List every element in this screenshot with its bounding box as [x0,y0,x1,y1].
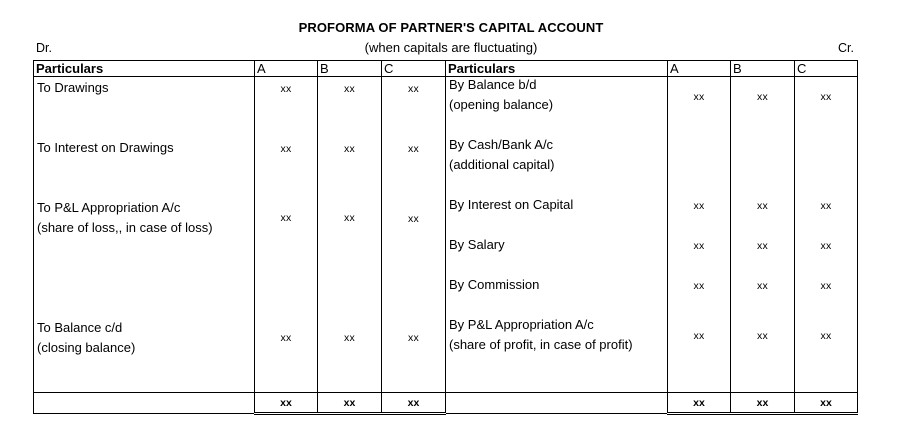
debit-entry-interest-drawings [34,138,177,158]
debit-entry-balance-cd [34,318,138,358]
amount: xx [407,213,420,225]
credit-entry-interest-capital [446,195,576,215]
entry-label: By Balance b/d [449,77,537,92]
capital-account-table [33,60,858,415]
amount: xx [693,280,705,292]
debit-marker: Dr. [36,41,52,55]
amount: xx [820,91,832,103]
table-body-row [34,77,858,393]
amount: xx [343,83,356,95]
credit-entry-cash-bank [446,135,558,175]
entry-label: To P&L Appropriation A/c [37,200,181,215]
amount: xx [407,83,420,95]
amount: xx [693,200,705,212]
amount: xx [280,332,292,344]
amount: xx [407,332,420,344]
debit-particulars-cell [34,77,255,393]
total-label-debit [34,393,255,414]
amount: xx [343,332,356,344]
amount: xx [756,200,769,212]
amount: xx [756,280,769,292]
amount: xx [756,91,769,103]
entry-label: By Interest on Capital [449,197,574,212]
debit-col-b-cell [318,77,382,393]
total-credit-b: xx [731,393,795,414]
amount: xx [756,240,769,252]
header-particulars-credit: Particulars [446,61,668,77]
credit-col-a-cell [668,77,731,393]
total-debit-b: xx [318,393,382,414]
amount: xx [343,143,356,155]
entry-note: (share of profit, in case of profit) [449,337,633,352]
debit-col-a-cell [255,77,318,393]
amount: xx [820,240,832,252]
entry-label: By Salary [449,237,505,252]
total-label-credit [446,393,668,414]
total-credit-c: xx [795,393,858,414]
header-col-c-debit: C [382,61,446,77]
amount: xx [280,83,292,95]
amount: xx [693,240,705,252]
entry-label: To Interest on Drawings [37,140,174,155]
credit-entry-balance-bd [446,75,556,115]
credit-col-b-cell [731,77,795,393]
entry-label: By P&L Appropriation A/c [449,317,594,332]
entry-label: To Drawings [37,80,109,95]
entry-note: (share of loss,, in case of loss) [37,220,213,235]
page-title: PROFORMA OF PARTNER'S CAPITAL ACCOUNT [298,20,604,35]
amount: xx [280,212,292,224]
total-debit-a: xx [255,393,318,414]
page-subtitle: (when capitals are fluctuating) [364,40,538,55]
table-total-row [34,393,858,414]
entry-label: To Balance c/d [37,320,123,335]
header-col-b-credit: B [731,61,795,77]
header-col-b-debit: B [318,61,382,77]
entry-label: By Commission [449,277,540,292]
total-credit-a: xx [668,393,731,414]
credit-marker: Cr. [838,41,854,55]
debit-entry-drawings [34,78,112,98]
credit-entry-pl-appropriation [446,315,636,355]
amount: xx [756,330,769,342]
total-debit-c: xx [382,393,446,414]
entry-note: (opening balance) [449,97,554,112]
amount: xx [407,143,420,155]
debit-entry-pl-appropriation [34,198,216,238]
header-col-c-credit: C [795,61,858,77]
entry-note: (closing balance) [37,340,136,355]
amount: xx [343,212,356,224]
amount: xx [280,143,292,155]
entry-note: (additional capital) [449,157,555,172]
amount: xx [693,91,705,103]
credit-col-c-cell [795,77,858,393]
entry-label: By Cash/Bank A/c [449,137,554,152]
amount: xx [820,330,832,342]
header-col-a-credit: A [668,61,731,77]
debit-col-c-cell [382,77,446,393]
amount: xx [820,280,832,292]
credit-entry-salary [446,235,508,255]
amount: xx [820,200,832,212]
header-col-a-debit: A [255,61,318,77]
amount: xx [693,330,705,342]
credit-particulars-cell [446,77,668,393]
credit-entry-commission [446,275,542,295]
header-particulars-debit: Particulars [34,61,255,77]
